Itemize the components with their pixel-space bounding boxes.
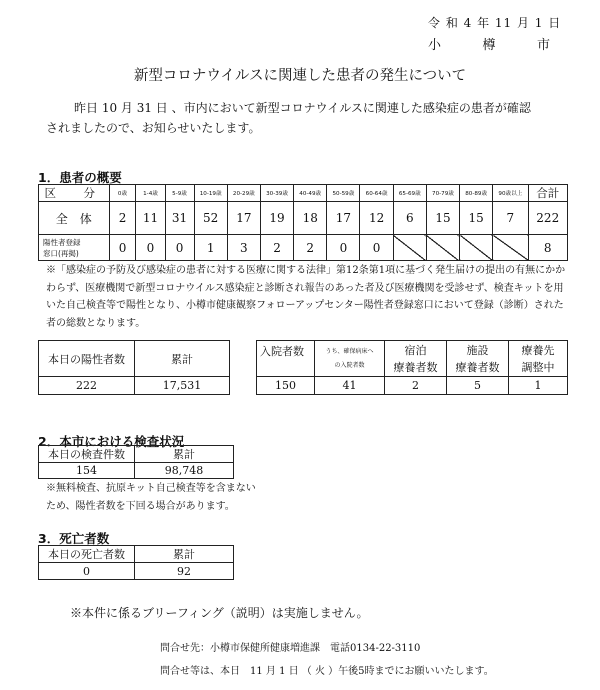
- inpatient-table: [256, 340, 568, 395]
- age-group-header: 5-9歳: [165, 185, 194, 202]
- table-cell: 7: [493, 202, 528, 235]
- cumulative-header: 累計: [135, 446, 234, 463]
- header-line: うち、確保病床へ: [325, 347, 374, 355]
- table-cell: 6: [393, 202, 426, 235]
- section-heading: 1．患者の概要: [38, 170, 122, 185]
- table-cell: 1: [194, 235, 227, 261]
- positives-table: [38, 340, 230, 395]
- empty-diagonal-cell: [426, 235, 459, 261]
- issuer-char: 樽: [482, 38, 496, 53]
- header-line: 療養者数: [455, 360, 500, 374]
- row-label: [39, 235, 110, 261]
- lodging-header: [385, 341, 447, 377]
- table-cell: 0: [136, 235, 165, 261]
- note-line: ※無料検査、抗原キット自己検査等を含まない: [46, 483, 256, 494]
- facility-header: [447, 341, 509, 377]
- age-group-header: 60-64歳: [360, 185, 393, 202]
- table-cell: 3: [227, 235, 260, 261]
- document-title: 新型コロナウイルスに関連した患者の発生について: [133, 68, 467, 84]
- table-row: [39, 202, 568, 235]
- secured-bed-header: [315, 341, 385, 377]
- intro-paragraph: [46, 98, 566, 138]
- cumulative-deaths-value: 92: [135, 563, 234, 580]
- table-cell: 0: [360, 235, 393, 261]
- deaths-table: [38, 545, 234, 580]
- total-header: 合計: [528, 185, 568, 202]
- age-group-header: 80-89歳: [460, 185, 493, 202]
- briefing-notice: ※本件に係るブリーフィング（説明）は実施しません。: [70, 606, 369, 620]
- intro-line: されましたので、お知らせいたします。: [46, 121, 261, 135]
- issuer-char: 市: [536, 38, 550, 53]
- table-cell: 0: [165, 235, 194, 261]
- table-cell: 11: [136, 202, 165, 235]
- lodging-value: 2: [385, 377, 447, 395]
- header-line: 調整中: [521, 360, 555, 374]
- header-line: の入院者数: [334, 361, 365, 369]
- age-group-header: 1-4歳: [136, 185, 165, 202]
- today-positives-value: 222: [39, 377, 135, 395]
- category-header: 区 分: [39, 185, 110, 202]
- header-line: 療養先: [521, 343, 555, 357]
- total-cell: 8: [528, 235, 568, 261]
- cumulative-header: 累計: [135, 546, 234, 563]
- today-positives-header: 本日の陽性者数: [39, 341, 135, 377]
- total-cell: 222: [528, 202, 568, 235]
- table-cell: 31: [165, 202, 194, 235]
- secured-bed-value: 41: [315, 377, 385, 395]
- empty-diagonal-cell: [460, 235, 493, 261]
- issuer-char: 小: [428, 38, 442, 53]
- section-heading: 3．死亡者数: [38, 531, 110, 546]
- table-cell: 2: [260, 235, 293, 261]
- admitted-value: 150: [257, 377, 315, 395]
- note-line: ため、陽性者数を下回る場合があります。: [46, 500, 235, 512]
- age-group-header: 10-19歳: [194, 185, 227, 202]
- table-cell: 2: [109, 202, 136, 235]
- row-label-line: 陽性者登録: [43, 237, 81, 247]
- cumulative-positives-value: 17,531: [135, 377, 230, 395]
- inquiry-hours: 問合せ等は、本日 11 月 1 日 （ 火 ）午後5時までにお願いいたします。: [160, 666, 494, 677]
- today-tests-header: 本日の検査件数: [39, 446, 135, 463]
- adjusting-header: [509, 341, 568, 377]
- table-cell: 15: [460, 202, 493, 235]
- table-cell: 2: [294, 235, 327, 261]
- age-group-header: 70-79歳: [426, 185, 459, 202]
- issuer-city: [428, 34, 550, 53]
- patient-overview-table: [38, 184, 568, 261]
- age-group-header: 30-39歳: [260, 185, 293, 202]
- testing-table: [38, 445, 234, 479]
- age-group-header: 90歳以上: [493, 185, 528, 202]
- age-group-header: 40-49歳: [294, 185, 327, 202]
- row-label-line: 窓口(再掲): [43, 248, 79, 258]
- intro-line: 昨日 10 月 31 日 、市内において新型コロナウイルスに関連した感染症の患者が確認: [74, 101, 531, 115]
- empty-diagonal-cell: [493, 235, 528, 261]
- age-group-header: 50-59歳: [327, 185, 360, 202]
- today-deaths-value: 0: [39, 563, 135, 580]
- today-deaths-header: 本日の死亡者数: [39, 546, 135, 563]
- facility-value: 5: [447, 377, 509, 395]
- header-line: 療養者数: [393, 360, 438, 374]
- today-tests-value: 154: [39, 463, 135, 479]
- table-cell: 52: [194, 202, 227, 235]
- table-cell: 19: [260, 202, 293, 235]
- cumulative-tests-value: 98,748: [135, 463, 234, 479]
- document-date: 令 和 4 年 11 月 1 日: [428, 16, 562, 30]
- cumulative-header: 累計: [135, 341, 230, 377]
- table-cell: 0: [327, 235, 360, 261]
- adjusting-value: 1: [509, 377, 568, 395]
- age-group-header: 20-29歳: [227, 185, 260, 202]
- contact-info: 問合せ先：小樽市保健所健康増進課 電話0134-22-3110: [160, 643, 421, 654]
- header-line: 宿泊: [404, 343, 427, 357]
- age-group-header: 65-69歳: [393, 185, 426, 202]
- table-row: [39, 235, 568, 261]
- table-cell: 17: [227, 202, 260, 235]
- table-header-row: [39, 185, 568, 202]
- age-group-header: 0歳: [109, 185, 136, 202]
- table-cell: 12: [360, 202, 393, 235]
- header-line: 施設: [466, 343, 489, 357]
- table-cell: 15: [426, 202, 459, 235]
- row-label: 全 体: [39, 202, 110, 235]
- definition-note: ※「感染症の予防及び感染症の患者に対する医療に関する法律」第12条第1項に基づく発生届けの提出の有無にかかわらず、医療機関で新型コロナウイルス感染症と診断され報告のあった者及び医療機関を受診せず、検査キットを用いた自己検査等で陽性となり、小樽市健康観察フォローアップセンター陽性者登録窓口において登録（診断）された者の総数となります。: [46, 265, 566, 329]
- section-heading: 2．本市における検査状況: [38, 434, 185, 449]
- testing-note: [46, 480, 306, 515]
- empty-diagonal-cell: [393, 235, 426, 261]
- table-cell: 18: [294, 202, 327, 235]
- admitted-header: 入院者数: [257, 341, 315, 377]
- table-cell: 0: [109, 235, 136, 261]
- table-cell: 17: [327, 202, 360, 235]
